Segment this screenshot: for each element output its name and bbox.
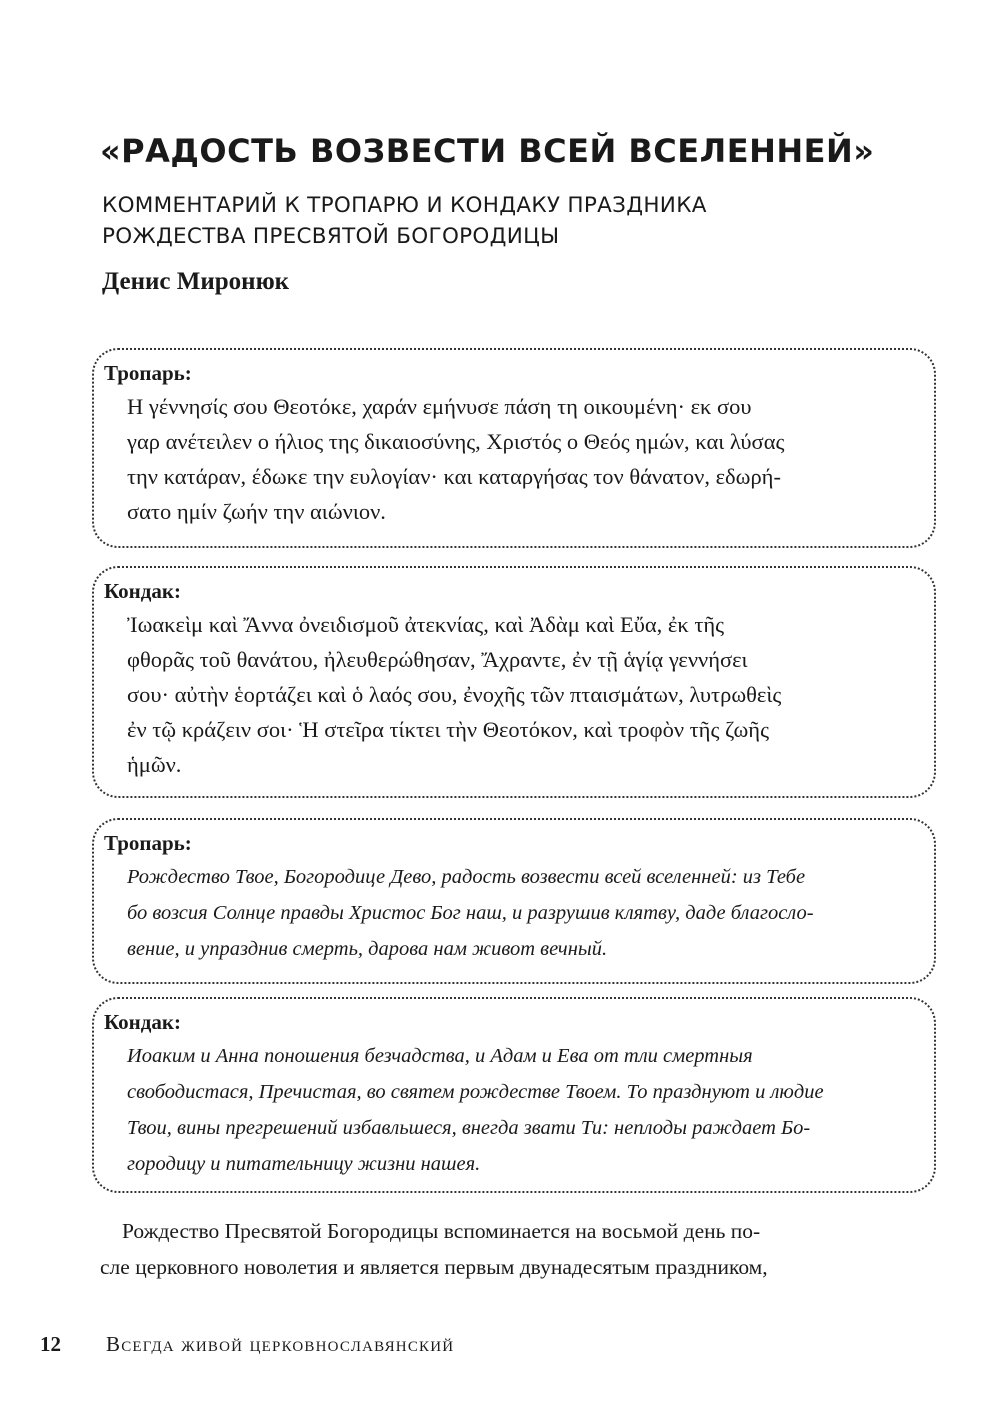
text-line: городицу и питательницу жизни нашея. [127,1153,481,1175]
text-line: Рождество Твое, Богородице Дево, радость возвести всей вселенней: из Тебе [127,866,806,888]
box-label: Кондак: [104,1010,181,1034]
text-line: свободистася, Пречистая, во святем рождестве Твоем. То празднуют и людие [127,1081,824,1103]
kontakion-greek-text [127,607,924,782]
text-line: Иоаким и Анна поношения безчадства, и Адам и Ева от тли смертныя [127,1045,753,1067]
troparion-slavonic-box [92,818,936,984]
text-line: Ἰωακεὶμ καὶ Ἄννα ὀνειδισμοῦ ἀτεκνίας, καὶ Ἀδὰμ καὶ Εὔα, ἐκ τῆς [127,612,725,637]
text-line: вение, и упразднив смерть, дарова нам живот вечный. [127,938,608,960]
box-label: Тропарь: [104,361,192,385]
troparion-greek-box [92,348,936,548]
kontakion-greek-box [92,566,936,798]
subtitle [102,190,942,252]
text-line: Рождество Пресвятой Богородицы вспоминается на восьмой день по- [122,1219,761,1243]
text-line: Твои, вины прегрешений избавльшеся, внегда звати Ти: неплоды раждает Бо- [127,1117,811,1139]
text-line: Η γέννησίς σου Θεοτόκε, χαράν εμήνυσε πάση τη οικουμένη· εκ σου [127,394,752,419]
body-paragraph [100,1213,930,1285]
author-name: Денис Миронюк [102,268,290,295]
text-line: φθορᾶς τοῦ θανάτου, ἠλευθερώθησαν, Ἄχραντε, ἐν τῇ ἁγίᾳ γεννήσει [127,647,748,672]
kontakion-slavonic-text [127,1038,924,1182]
kontakion-slavonic-box [92,997,936,1193]
text-line: την κατάραν, έδωκε την ευλογίαν· και καταργήσας τον θάνατον, εδωρή- [127,464,781,489]
text-line: бо возсия Солнце правды Христос Бог наш, и разрушив клятву, даде благосло- [127,902,814,924]
box-label: Тропарь: [104,831,192,855]
text-line: ἡμῶν. [127,752,182,777]
troparion-slavonic-text [127,859,924,967]
page-footer [40,1332,454,1357]
box-label: Кондак: [104,579,181,603]
running-head: Всегда живой церковнославянский [106,1332,455,1356]
text-line: ἐν τῷ κράζειν σοι· Ἡ στεῖρα τίκτει τὴν Θεοτόκον, καὶ τροφὸν τῆς ζωῆς [127,717,769,742]
subtitle-line: КОММЕНТАРИЙ К ТРОПАРЮ И КОНДАКУ ПРАЗДНИКА [102,193,707,218]
text-line: σατο ημίν ζωήν την αιώνιον. [127,499,386,524]
text-line: γαρ ανέτειλεν ο ήλιος της δικαιοσύνης, Χριστός ο Θεός ημών, και λύσας [127,429,785,454]
page-number: 12 [40,1332,61,1356]
troparion-greek-text [127,389,924,529]
text-line: сле церковного новолетия и является первым двунадесятым праздником, [100,1255,768,1279]
subtitle-line: РОЖДЕСТВА ПРЕСВЯТОЙ БОГОРОДИЦЫ [102,224,560,249]
text-line: σου· αὐτὴν ἑορτάζει καὶ ὁ λαός σου, ἐνοχῆς τῶν πταισμάτων, λυτρωθεὶς [127,682,782,707]
page-title: «РАДОСТЬ ВОЗВЕСТИ ВСЕЙ ВСЕЛЕННЕЙ» [100,132,875,170]
